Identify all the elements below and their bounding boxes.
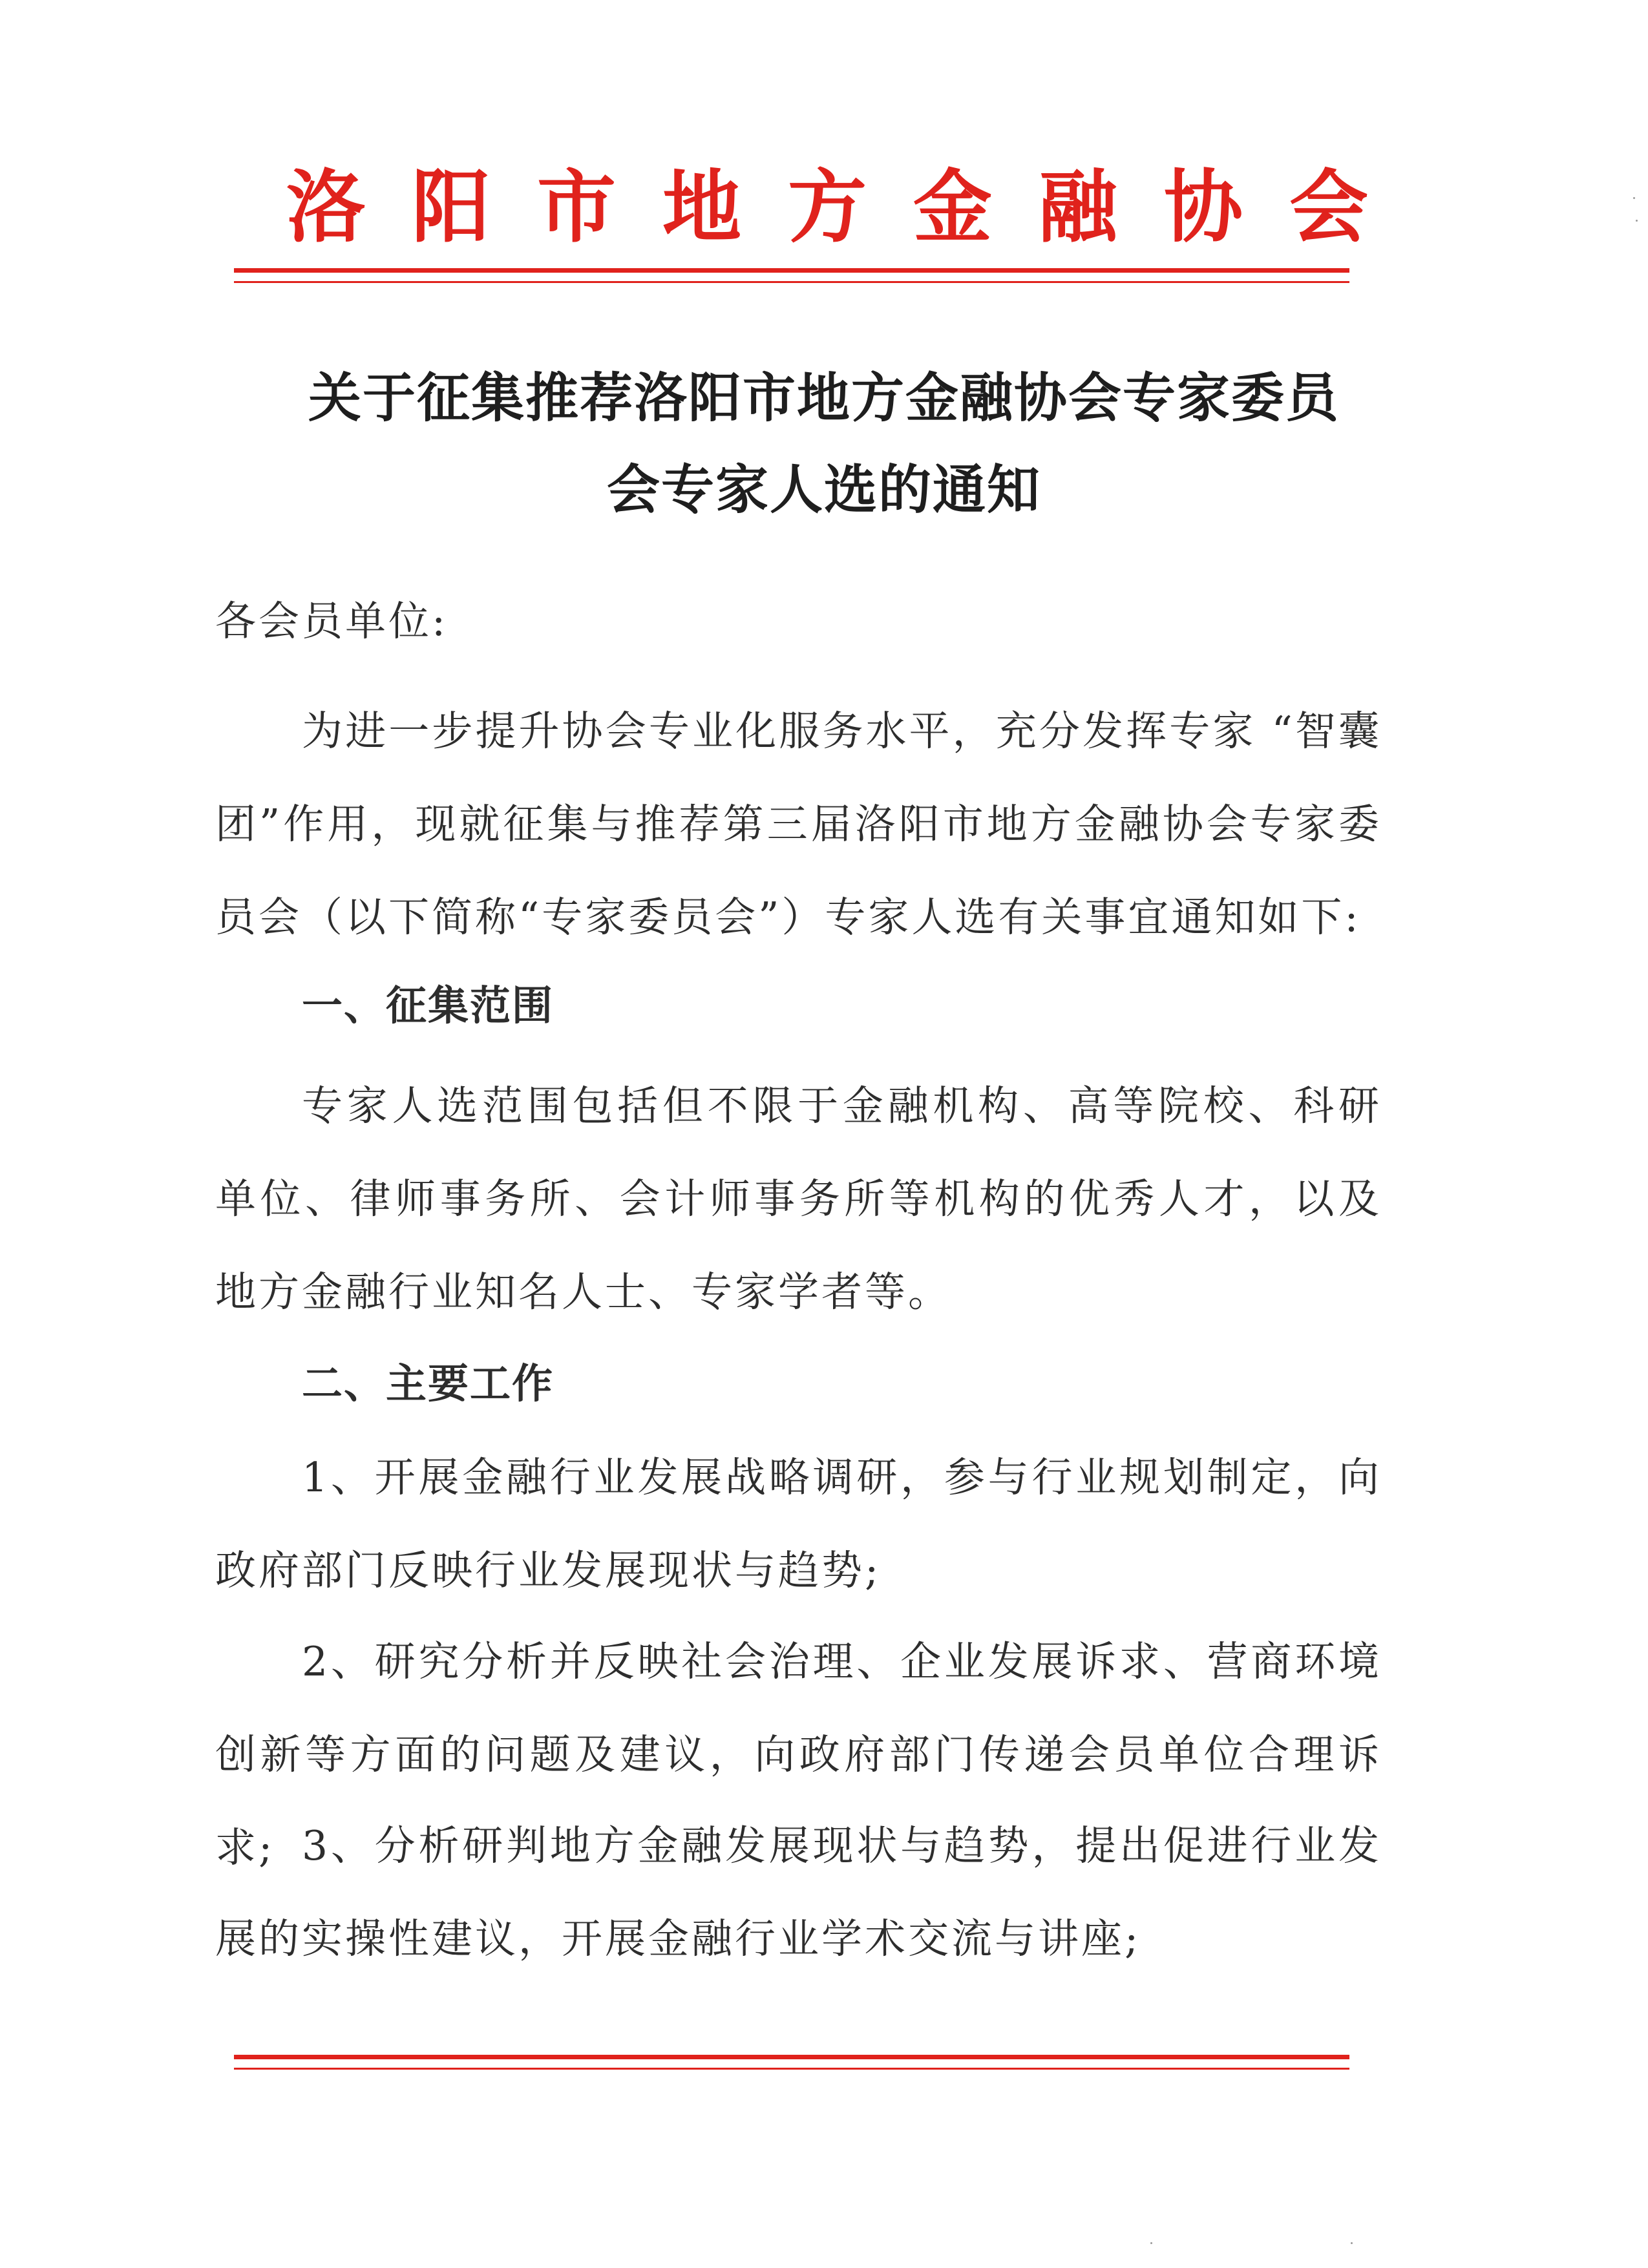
- scan-speck: [1633, 197, 1635, 199]
- intro-paragraph: 为进一步提升协会专业化服务水平，充分发挥专家 “智囊团”作用，现就征集与推荐第三届洛阳市地方金融协会专家委员会（以下简称“专家委员会”）专家人选有关事宜通知如下:: [215, 708, 1382, 941]
- scope-paragraph: 专家人选范围包括但不限于金融机构、高等院校、科研单位、律师事务所、会计师事务所等机构的优秀人才，以及地方金融行业知名人士、专家学者等。: [215, 1082, 1382, 1316]
- scan-speck: [1636, 220, 1638, 222]
- letterhead-red-double-rule: [234, 268, 1349, 283]
- notice-title-line-1: 关于征集推荐洛阳市地方金融协会专家委员: [308, 367, 1340, 429]
- work-item-3: 3、分析研判地方金融发展现状与趋势，提出促进行业发展的实操性建议，开展金融行业学术交流与讲座;: [215, 1822, 1382, 1962]
- letterhead-organization-name: 洛阳市地方金融协会: [286, 160, 1415, 253]
- work-item-1: 1、开展金融行业发展战略调研，参与行业规划制定，向政府部门反映行业发展现状与趋势;: [215, 1454, 1382, 1594]
- notice-title: [194, 352, 1454, 536]
- section-heading-main-work: 二、主要工作: [302, 1360, 554, 1407]
- section-heading-scope: 一、征集范围: [302, 982, 554, 1029]
- notice-title-line-2: 会专家人选的通知: [606, 459, 1041, 521]
- work-item-2: 2、研究分析并反映社会治理、企业发展诉求、营商环境创新等方面的问题及建议，向政府部门传递会员单位合理诉求;: [215, 1638, 1382, 1871]
- footer-red-double-rule: [234, 2055, 1349, 2070]
- scan-speck: [1351, 2242, 1353, 2244]
- salutation: 各会员单位:: [215, 598, 449, 645]
- scan-speck: [1150, 2242, 1152, 2244]
